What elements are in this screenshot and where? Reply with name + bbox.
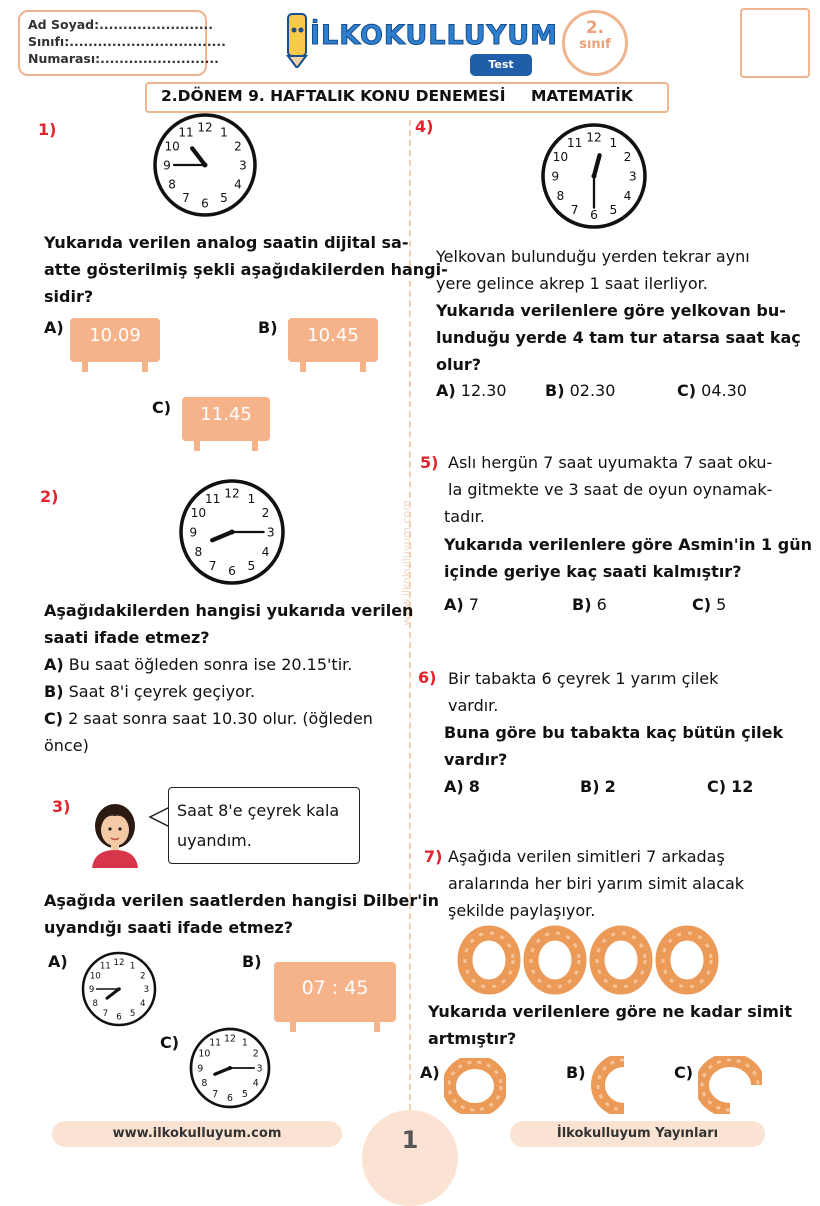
q2-options xyxy=(44,651,373,759)
clock-numeral: 12 xyxy=(586,130,602,145)
clock-numeral: 1 xyxy=(609,135,618,150)
q3-option-a-clock-icon[interactable] xyxy=(80,950,158,1028)
q7-line: Yukarıda verilenlere göre ne kadar simit xyxy=(428,1002,793,1021)
q5-text xyxy=(444,449,773,530)
clock-numeral: 11 xyxy=(178,125,194,140)
q5-line: la gitmekte ve 3 saat de oyun oynamak- xyxy=(448,480,773,499)
bagel-icon xyxy=(663,933,711,987)
subject-title: MATEMATİK xyxy=(531,87,633,105)
clock-numeral: 1 xyxy=(129,961,136,972)
clock-numeral: 5 xyxy=(247,558,256,573)
clock-leg xyxy=(82,360,88,372)
q5-line: Yukarıda verilenlere göre Asmin'in 1 gün xyxy=(444,535,812,554)
q2-option-b[interactable]: B) Saat 8'i çeyrek geçiyor. xyxy=(44,682,256,701)
q5-option-b[interactable]: B) 6 xyxy=(572,595,607,614)
clock-numeral: 8 xyxy=(92,998,99,1009)
clock-numeral: 7 xyxy=(182,191,190,206)
q5-option-a[interactable]: A) 7 xyxy=(444,595,479,614)
bagels-group-icon xyxy=(455,925,725,995)
q4-line: Yukarıda verilenlere göre yelkovan bu- xyxy=(436,301,786,320)
clock-numeral: 7 xyxy=(208,558,217,573)
clock-numeral: 12 xyxy=(197,120,213,135)
q2-option-a[interactable]: A) Bu saat öğleden sonra ise 20.15'tir. xyxy=(44,655,353,674)
clock-numeral: 3 xyxy=(628,169,637,184)
grade-word: sınıf xyxy=(579,37,611,52)
clock-numeral: 8 xyxy=(168,177,176,192)
speech-bubble xyxy=(168,787,360,864)
q7-line: şekilde paylaşıyor. xyxy=(448,901,596,920)
clock-numeral: 7 xyxy=(102,1008,109,1019)
q4-option-a[interactable]: A) 12.30 xyxy=(436,381,507,400)
clock-numeral: 4 xyxy=(139,998,146,1009)
q7-question xyxy=(428,998,792,1052)
clock-numeral: 7 xyxy=(570,202,579,217)
footer-website[interactable]: www.ilkokulluyum.com xyxy=(52,1121,342,1147)
q6-question xyxy=(444,719,783,773)
student-info-box xyxy=(18,10,226,76)
q1-option-b-digital-clock[interactable] xyxy=(288,318,378,362)
q7-option-a-label[interactable]: A) xyxy=(420,1063,440,1082)
q1-line: sidir? xyxy=(44,287,94,306)
q7-text xyxy=(448,843,744,924)
q3-option-b-label[interactable]: B) xyxy=(242,952,262,971)
clock-numeral: 4 xyxy=(234,177,242,192)
q3-option-b-value: 07 : 45 xyxy=(301,977,369,999)
exam-title: 2.DÖNEM 9. HAFTALIK KONU DENEMESİ xyxy=(161,87,506,105)
q7-option-c-label[interactable]: C) xyxy=(674,1063,694,1082)
page-number: 1 xyxy=(401,1126,419,1154)
q6-number: 6) xyxy=(418,668,437,687)
clock-numeral: 11 xyxy=(566,135,583,150)
clock-numeral: 9 xyxy=(551,169,560,184)
q4-option-b[interactable]: B) 02.30 xyxy=(545,381,616,400)
clock-numeral: 4 xyxy=(623,188,632,203)
q6-line: vardır? xyxy=(444,750,508,769)
clock-numeral: 2 xyxy=(234,139,242,154)
clock-numeral: 2 xyxy=(139,971,146,982)
watermark: www.ilkokulluyum.com xyxy=(400,500,413,626)
q4-line: Yelkovan bulunduğu yerden tekrar aynı xyxy=(436,247,750,266)
q2-line: saati ifade etmez? xyxy=(44,628,210,647)
q1-question xyxy=(44,229,448,310)
clock-numeral: 6 xyxy=(227,1093,233,1105)
q7-line: Aşağıda verilen simitleri 7 arkadaş xyxy=(448,847,725,866)
q2-question xyxy=(44,597,413,651)
title-bar xyxy=(145,82,669,113)
clock-numeral: 1 xyxy=(241,1037,248,1049)
clock-center xyxy=(203,163,208,168)
clock-leg xyxy=(290,1020,296,1032)
q7-option-a-whole-bagel-icon[interactable] xyxy=(444,1058,506,1114)
q1-number: 1) xyxy=(38,120,57,139)
q3-line: Aşağıda verilen saatlerden hangisi Dilber'in xyxy=(44,891,439,910)
name-field-label: Ad Soyad:........................ xyxy=(28,17,214,32)
q5-line: Aslı hergün 7 saat uyumakta 7 saat oku- xyxy=(448,453,773,472)
bubble-line: Saat 8'e çeyrek kala xyxy=(177,801,340,820)
clock-numeral: 12 xyxy=(224,486,240,501)
clock-numeral: 2 xyxy=(623,150,632,165)
q6-line: Buna göre bu tabakta kaç bütün çilek xyxy=(444,723,784,742)
clock-numeral: 4 xyxy=(261,544,270,559)
clock-numeral: 6 xyxy=(228,564,236,579)
clock-numeral: 1 xyxy=(247,491,256,506)
clock-center xyxy=(591,173,596,178)
q7-number: 7) xyxy=(424,847,443,866)
clock-numeral: 11 xyxy=(204,491,221,506)
q7-line: aralarında her biri yarım simit alacak xyxy=(448,874,745,893)
q6-option-b[interactable]: B) 2 xyxy=(580,777,616,796)
bubble-line: uyandım. xyxy=(177,831,252,850)
clock-numeral: 6 xyxy=(590,208,598,223)
clock-numeral: 4 xyxy=(252,1078,259,1090)
clock-numeral: 2 xyxy=(252,1048,259,1060)
q2-line: Aşağıdakilerden hangisi yukarıda verilen xyxy=(44,601,414,620)
q2-option-c[interactable]: C) 2 saat sonra saat 10.30 olur. (öğleden xyxy=(44,709,373,728)
test-badge: Test xyxy=(470,54,532,76)
score-box xyxy=(740,8,810,78)
clock-numeral: 9 xyxy=(163,158,171,173)
q6-line: vardır. xyxy=(448,696,499,715)
q6-option-a[interactable]: A) 8 xyxy=(444,777,480,796)
q3-option-c-clock-icon[interactable] xyxy=(188,1026,272,1110)
number-field-label: Numarası:......................... xyxy=(28,51,219,66)
clock-numeral: 1 xyxy=(220,125,228,140)
q5-line: içinde geriye kaç saati kalmıştır? xyxy=(444,562,742,581)
clock-numeral: 10 xyxy=(552,150,569,165)
q3-line: uyandığı saati ifade etmez? xyxy=(44,918,294,937)
q4-number: 4) xyxy=(415,117,434,136)
clock-leg xyxy=(300,360,306,372)
q4-question xyxy=(436,297,801,378)
clock-numeral: 9 xyxy=(88,985,95,996)
q1-line: Yukarıda verilen analog saatin dijital sa- xyxy=(44,233,409,252)
q3-option-b-digital-clock[interactable] xyxy=(274,962,396,1022)
q7-option-b-label[interactable]: B) xyxy=(566,1063,586,1082)
q3-option-a-label[interactable]: A) xyxy=(48,952,68,971)
q1-option-c-label[interactable]: C) xyxy=(152,398,172,417)
footer-publisher: İlkokulluyum Yayınları xyxy=(510,1121,765,1147)
clock-numeral: 5 xyxy=(609,202,618,217)
q2-analog-clock-icon xyxy=(178,478,286,586)
q4-text xyxy=(436,243,750,297)
clock-numeral: 11 xyxy=(99,961,111,972)
clock-numeral: 8 xyxy=(201,1078,208,1090)
q1-option-a-label[interactable]: A) xyxy=(44,318,64,337)
page-number-badge xyxy=(362,1110,458,1206)
clock-numeral: 11 xyxy=(209,1037,222,1049)
clock-numeral: 12 xyxy=(113,957,125,968)
q7-line: artmıştır? xyxy=(428,1029,517,1048)
q5-line: tadır. xyxy=(444,507,485,526)
q3-option-c-label[interactable]: C) xyxy=(160,1033,180,1052)
q1-option-c-value: 11.45 xyxy=(200,404,252,425)
bagel-icon xyxy=(465,933,513,987)
logo-text: İLKOKULLUYUM xyxy=(310,20,558,51)
clock-numeral: 12 xyxy=(224,1033,236,1045)
q3-question xyxy=(44,887,439,941)
q5-number: 5) xyxy=(420,453,439,472)
grade-number: 2. xyxy=(585,18,605,38)
clock-numeral: 8 xyxy=(194,544,203,559)
clock-numeral: 5 xyxy=(220,191,228,206)
clock-center xyxy=(228,1066,232,1070)
q1-option-b-value: 10.45 xyxy=(307,325,359,346)
clock-numeral: 6 xyxy=(201,196,209,211)
bagel-icon xyxy=(531,933,579,987)
clock-numeral: 8 xyxy=(556,188,565,203)
q5-option-c[interactable]: C) 5 xyxy=(692,595,727,614)
grade-badge xyxy=(562,10,628,76)
q4-option-c[interactable]: C) 04.30 xyxy=(677,381,747,400)
clock-numeral: 9 xyxy=(197,1063,204,1075)
q4-analog-clock-icon xyxy=(540,122,648,230)
q4-line: yere gelince akrep 1 saat ilerliyor. xyxy=(436,274,708,293)
q6-line: Bir tabakta 6 çeyrek 1 yarım çilek xyxy=(448,669,719,688)
clock-numeral: 3 xyxy=(256,1063,263,1075)
clock-numeral: 9 xyxy=(189,525,198,540)
q2-number: 2) xyxy=(40,487,59,506)
q4-line: lunduğu yerde 4 tam tur atarsa saat kaç xyxy=(436,328,801,347)
q6-option-c[interactable]: C) 12 xyxy=(707,777,754,796)
clock-numeral: 5 xyxy=(129,1008,136,1019)
clock-leg xyxy=(252,439,258,451)
q1-analog-clock-icon xyxy=(152,112,258,218)
clock-leg xyxy=(194,439,200,451)
clock-center xyxy=(117,987,121,991)
clock-leg xyxy=(374,1020,380,1032)
q1-option-b-label[interactable]: B) xyxy=(258,318,278,337)
q1-option-c-digital-clock[interactable] xyxy=(182,397,270,441)
q1-option-a-digital-clock[interactable] xyxy=(70,318,160,362)
clock-numeral: 10 xyxy=(190,506,207,521)
clock-numeral: 10 xyxy=(198,1048,211,1060)
clock-numeral: 3 xyxy=(143,985,150,996)
q6-text xyxy=(448,665,718,719)
class-field-label: Sınıfı:................................. xyxy=(28,34,226,49)
q5-question xyxy=(444,531,812,585)
q1-line: atte gösterilmiş şekli aşağıdakilerden hangi- xyxy=(44,260,448,279)
clock-leg xyxy=(142,360,148,372)
clock-leg xyxy=(360,360,366,372)
clock-numeral: 6 xyxy=(116,1012,122,1023)
clock-numeral: 3 xyxy=(239,158,247,173)
q7-option-b-half-bagel-icon[interactable] xyxy=(590,1056,630,1114)
clock-numeral: 5 xyxy=(241,1089,248,1101)
q3-number: 3) xyxy=(52,797,71,816)
clock-numeral: 7 xyxy=(212,1089,219,1101)
clock-numeral: 10 xyxy=(89,971,101,982)
q7-option-c-three-quarter-bagel-icon[interactable] xyxy=(698,1056,762,1114)
clock-center xyxy=(229,529,234,534)
bagel-icon xyxy=(597,933,645,987)
clock-numeral: 10 xyxy=(164,139,180,154)
logo xyxy=(280,6,558,76)
girl-avatar-icon xyxy=(80,798,150,868)
q1-option-a-value: 10.09 xyxy=(89,325,141,346)
clock-numeral: 2 xyxy=(261,506,270,521)
q2-option-c-cont: önce) xyxy=(44,736,89,755)
clock-numeral: 3 xyxy=(266,525,275,540)
q4-line: olur? xyxy=(436,355,482,374)
